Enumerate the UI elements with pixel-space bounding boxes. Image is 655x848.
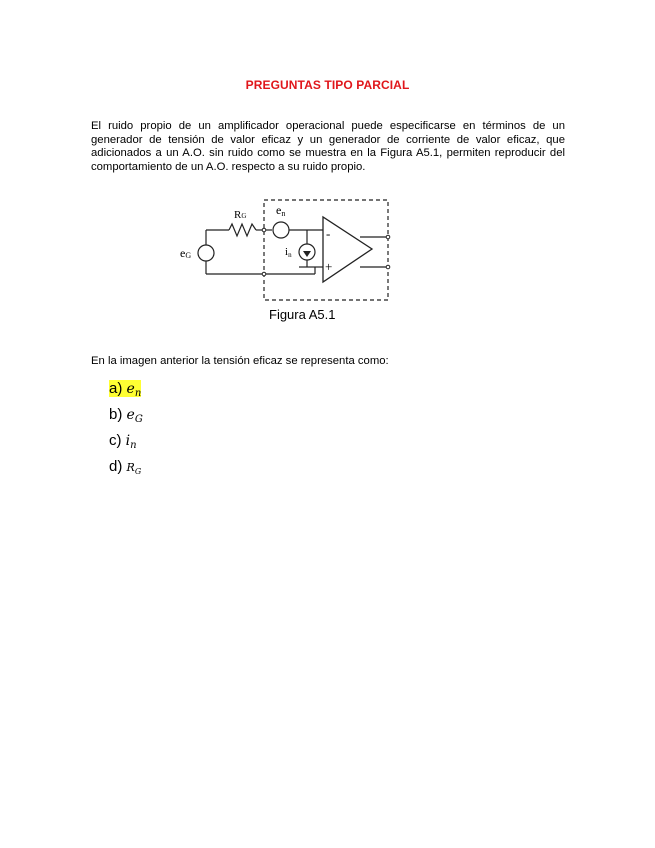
option-d[interactable] [109, 456, 143, 482]
plus-sign: + [325, 259, 333, 274]
figure-caption: Figura A5.1 [269, 307, 336, 322]
en-source-symbol [273, 222, 289, 238]
option-letter: d) [109, 458, 123, 475]
option-letter: c) [109, 432, 122, 449]
option-letter: b) [109, 406, 123, 423]
answer-options [109, 378, 143, 482]
option-c[interactable] [109, 430, 143, 456]
minus-sign: - [326, 226, 331, 241]
rg-resistor-symbol [229, 224, 256, 236]
option-letter: a) [109, 380, 123, 397]
option-a-highlight [109, 380, 141, 397]
intro-paragraph: El ruido propio de un amplificador operacional puede especificarse en términos de un generador de tensión de valor eficaz y un generador de corriente de valor eficaz, que adicionados a un A.O. sin ruido como se muestra en la Figura A5.1, permiten reproducir del comportamiento de un A.O. respecto a su ruido propio. [91, 120, 565, 173]
en-label: en [276, 203, 286, 218]
eg-source-symbol [198, 245, 214, 261]
option-var: $e_G$ [126, 407, 143, 425]
option-var: $i_n$ [125, 433, 137, 451]
page-title: PREGUNTAS TIPO PARCIAL [245, 78, 410, 92]
option-var: $e_n$ [126, 381, 142, 399]
option-a[interactable] [109, 378, 143, 404]
rg-label: RG [234, 209, 247, 221]
option-b[interactable] [109, 404, 143, 430]
in-label: in [285, 246, 292, 259]
circuit-figure [175, 197, 405, 322]
option-var: $R_G$ [126, 461, 142, 476]
eg-label: eG [180, 246, 192, 260]
question-text: En la imagen anterior la tensión eficaz se representa como: [91, 355, 389, 367]
